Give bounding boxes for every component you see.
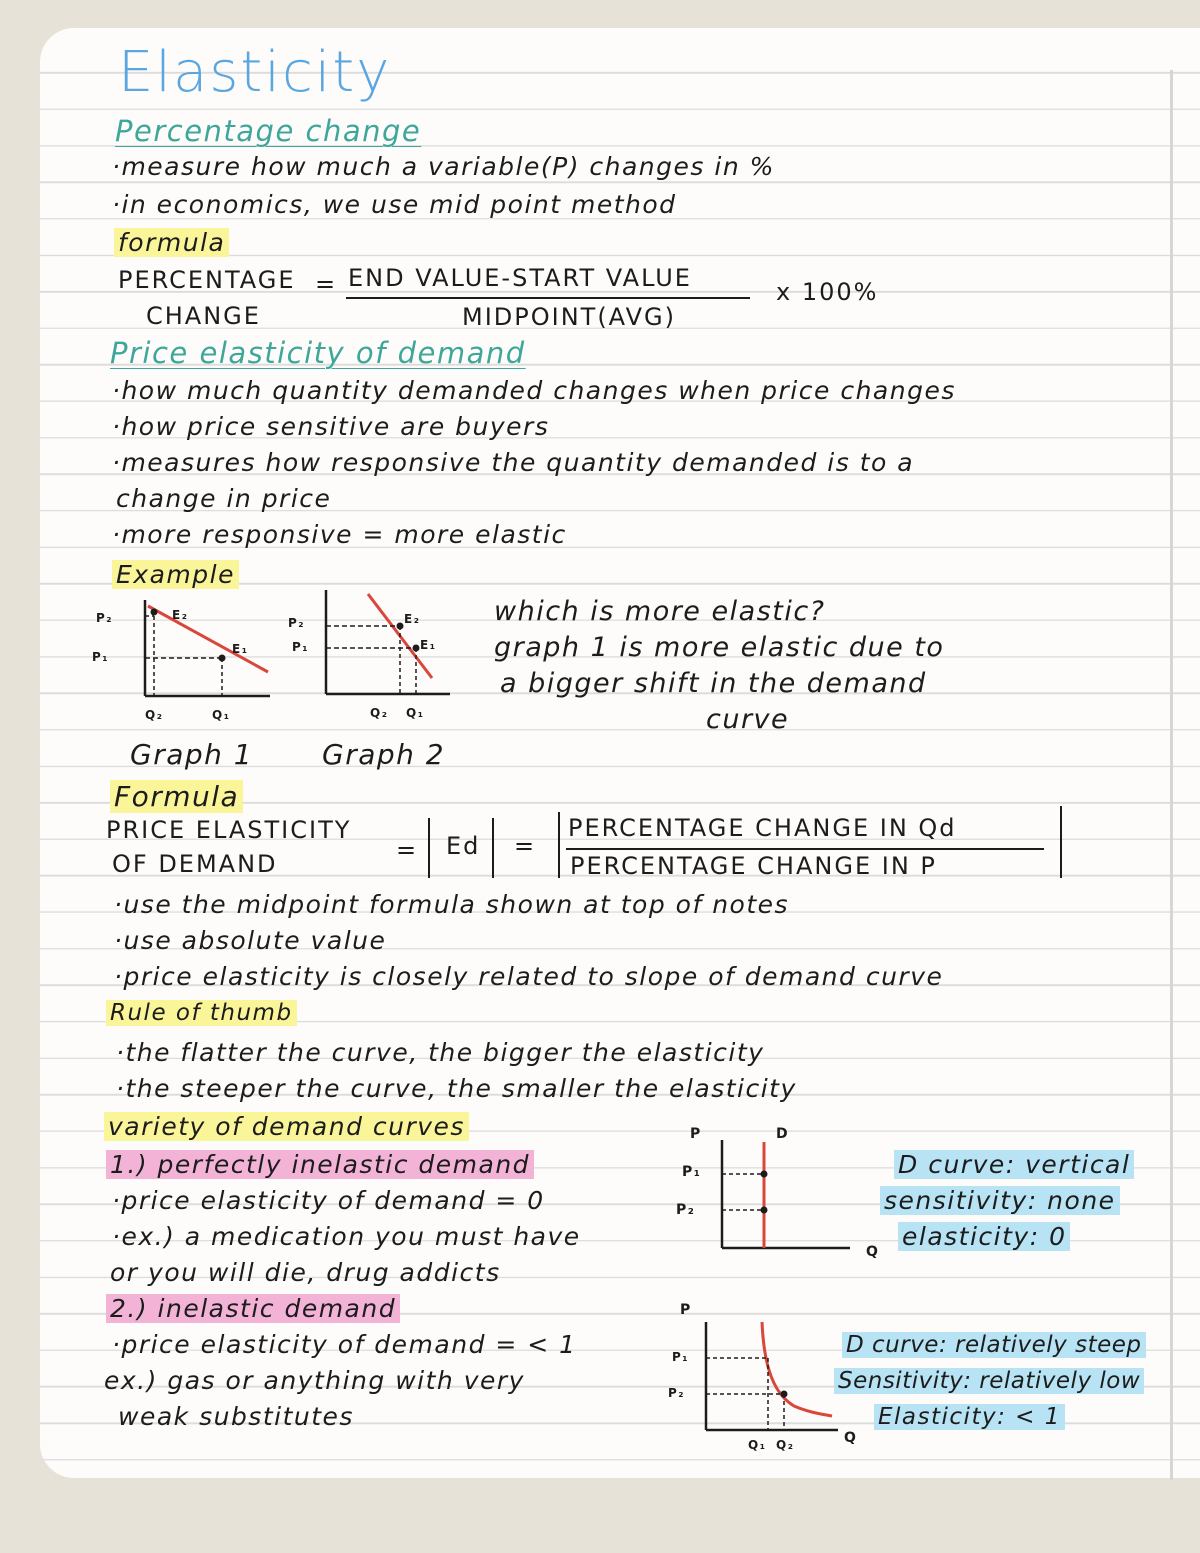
summary-elasticity: Elasticity: < 1: [874, 1404, 1065, 1430]
point-e2: [151, 609, 158, 616]
bullet: ·use the midpoint formula shown at top of notes: [114, 890, 790, 919]
formula-numerator: END VALUE-START VALUE: [348, 264, 692, 292]
fraction-bar: [346, 297, 750, 299]
point: [761, 1207, 768, 1214]
demand-curve: [148, 606, 268, 672]
bullet: ·how price sensitive are buyers: [112, 412, 550, 441]
point-label: E₂: [404, 612, 421, 626]
equals-sign: =: [315, 270, 338, 298]
formula-label: formula: [114, 228, 229, 257]
section-heading-ped: Price elasticity of demand: [110, 336, 526, 370]
axis-label: P₂: [288, 616, 306, 630]
formula-lhs: PRICE ELASTICITY: [106, 816, 352, 844]
formula-denominator: MIDPOINT(AVG): [462, 303, 676, 331]
point-label: E₂: [172, 608, 189, 622]
axis-label: P₂: [96, 611, 114, 625]
bullet: ·measure how much a variable(P) changes in %: [112, 152, 775, 181]
example-label: Example: [112, 560, 239, 589]
axis-label: P: [680, 1302, 692, 1318]
axis-label: P₁: [682, 1164, 702, 1180]
axis-label: Q₂: [776, 1438, 795, 1452]
question: which is more elastic?: [494, 596, 826, 627]
formula-lhs: OF DEMAND: [112, 850, 278, 878]
axis-label: Q: [866, 1244, 880, 1260]
formula-label: Formula: [110, 780, 243, 813]
bullet: ·in economics, we use mid point method: [112, 190, 677, 219]
graph-2: [300, 586, 470, 706]
point-e1: [219, 655, 226, 662]
bullet: ·the steeper the curve, the smaller the elasticity: [116, 1074, 797, 1103]
bullet: ex.) gas or anything with very: [104, 1366, 525, 1395]
variety-label: variety of demand curves: [104, 1112, 469, 1141]
axis-label: Q₂: [145, 708, 164, 722]
summary-sensitivity: sensitivity: none: [880, 1186, 1120, 1215]
bullet-continued: or you will die, drug addicts: [110, 1258, 501, 1287]
curve-type-heading: 1.) perfectly inelastic demand: [106, 1150, 534, 1179]
fraction-bar: [566, 848, 1044, 850]
summary-curve: D curve: relatively steep: [842, 1332, 1146, 1358]
summary-curve: D curve: vertical: [894, 1150, 1134, 1179]
bullet: ·ex.) a medication you must have: [112, 1222, 581, 1251]
axis-label: P₂: [676, 1202, 696, 1218]
point-label: E₁: [420, 638, 437, 652]
bullet: ·how much quantity demanded changes when price changes: [112, 376, 956, 405]
axis-label: Q₂: [370, 706, 389, 720]
formula-multiplier: x 100%: [776, 278, 879, 306]
page-title: Elasticity: [118, 40, 392, 105]
abs-bar: [492, 818, 494, 878]
equals-sign: =: [396, 836, 419, 864]
rule-label: Rule of thumb: [106, 1000, 297, 1026]
curve-label: D: [776, 1126, 790, 1142]
axis-label: P₁: [672, 1350, 690, 1364]
abs-bar: [428, 818, 430, 878]
answer: curve: [706, 704, 790, 735]
graph-caption: Graph 2: [322, 738, 446, 771]
graph-caption: Graph 1: [130, 738, 254, 771]
formula-lhs: CHANGE: [146, 302, 261, 330]
section-heading-percentage: Percentage change: [115, 114, 422, 148]
point-e2: [397, 623, 404, 630]
axis-label: Q₁: [748, 1438, 767, 1452]
abs-bar: [558, 812, 560, 878]
bullet-continued: weak substitutes: [118, 1402, 354, 1431]
summary-elasticity: elasticity: 0: [898, 1222, 1070, 1251]
axis-label: P₁: [92, 650, 110, 664]
curve-type-heading: 2.) inelastic demand: [106, 1294, 400, 1323]
axis-label: P₁: [292, 640, 310, 654]
bullet: ·measures how responsive the quantity demanded is to a: [112, 448, 915, 477]
axis-label: P₂: [668, 1386, 686, 1400]
formula-lhs: PERCENTAGE: [118, 266, 296, 294]
answer: a bigger shift in the demand: [500, 668, 927, 699]
perfectly-inelastic-graph: [700, 1136, 870, 1256]
answer: graph 1 is more elastic due to: [494, 632, 945, 663]
scrollbar[interactable]: [1170, 70, 1173, 1480]
ed-symbol: Ed: [446, 832, 481, 860]
axis-label: P: [690, 1126, 702, 1142]
bullet: ·use absolute value: [114, 926, 387, 955]
abs-bar: [1060, 806, 1062, 878]
point-label: E₁: [232, 642, 249, 656]
formula-denominator: PERCENTAGE CHANGE IN P: [570, 852, 937, 880]
equals-sign: =: [514, 832, 537, 860]
bullet-continued: change in price: [116, 484, 332, 513]
demand-curve: [762, 1322, 832, 1416]
formula-numerator: PERCENTAGE CHANGE IN Qd: [568, 814, 957, 842]
point-e1: [413, 645, 420, 652]
point: [761, 1171, 768, 1178]
summary-sensitivity: Sensitivity: relatively low: [834, 1368, 1144, 1394]
bullet: ·the flatter the curve, the bigger the elasticity: [116, 1038, 765, 1067]
bullet: ·price elasticity of demand = 0: [112, 1186, 545, 1215]
bullet: ·price elasticity is closely related to slope of demand curve: [114, 962, 944, 991]
axis-label: Q: [844, 1430, 858, 1446]
bullet: ·more responsive = more elastic: [112, 520, 567, 549]
axis-label: Q₁: [406, 706, 425, 720]
bullet: ·price elasticity of demand = < 1: [112, 1330, 577, 1359]
axis-label: Q₁: [212, 708, 231, 722]
point: [781, 1391, 788, 1398]
